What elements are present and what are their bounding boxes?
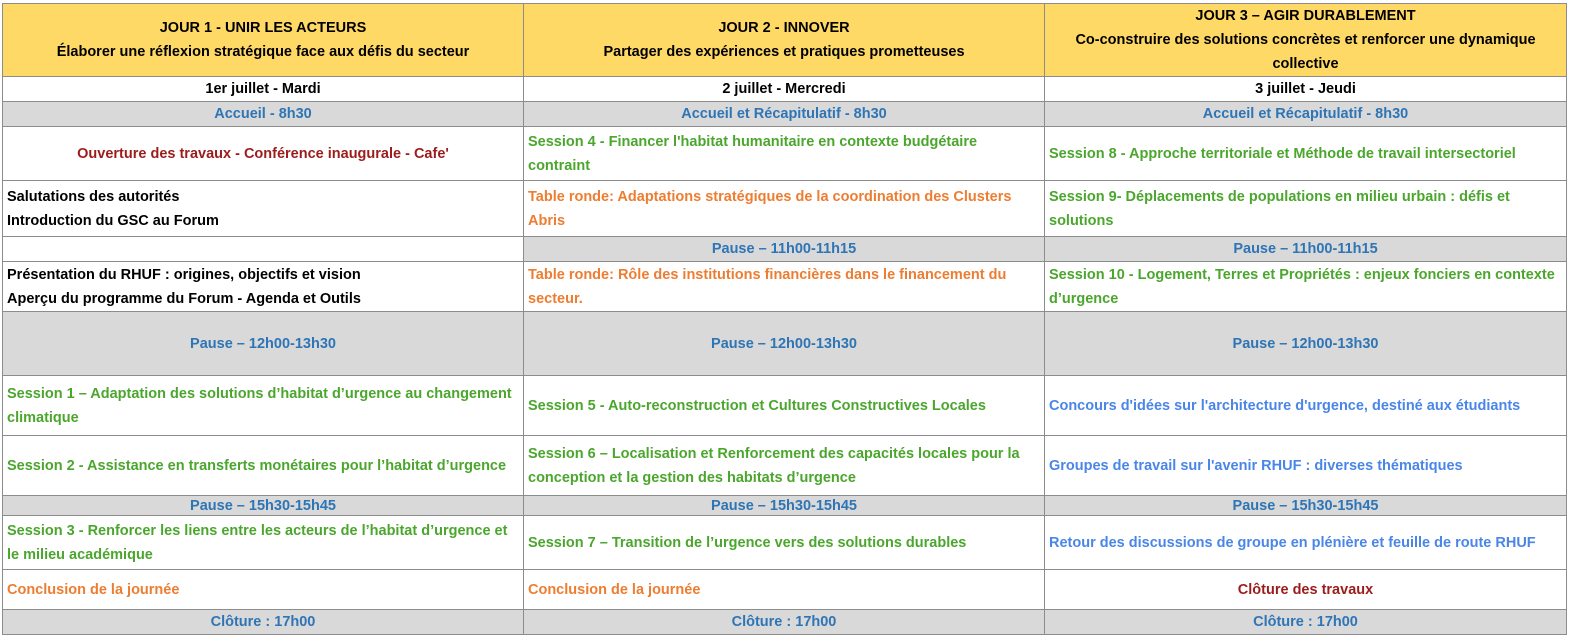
day2-lunch: Pause – 12h00-13h30 (524, 312, 1045, 376)
day1-header (3, 4, 524, 77)
forum-programme-table (2, 3, 1567, 635)
header-row (3, 4, 1567, 77)
lunch-row (3, 312, 1567, 376)
day3-title: JOUR 3 – AGIR DURABLEMENT (1195, 8, 1416, 24)
session-row-4 (3, 376, 1567, 436)
day1-title: JOUR 1 - UNIR LES ACTEURS (159, 20, 367, 36)
session-row-6 (3, 516, 1567, 570)
pause-morning-row (3, 237, 1567, 262)
day1-date: 1er juillet - Mardi (3, 77, 524, 102)
day2-title: JOUR 2 - INNOVER (718, 20, 850, 36)
day2-session-5: Session 5 - Auto-reconstruction et Cultures Constructives Locales (524, 376, 1045, 436)
day3-cloture: Clôture : 17h00 (1045, 610, 1567, 635)
session-row-3 (3, 262, 1567, 312)
day3-lunch: Pause – 12h00-13h30 (1045, 312, 1567, 376)
session-row-2 (3, 181, 1567, 237)
day1-accueil: Accueil - 8h30 (3, 102, 524, 127)
day1-greetings (3, 181, 524, 237)
session-row-5 (3, 436, 1567, 496)
day2-accueil: Accueil et Récapitulatif - 8h30 (524, 102, 1045, 127)
day3-contest: Concours d'idées sur l'architecture d'urgence, destiné aux étudiants (1045, 376, 1567, 436)
presentation-line-2: Aperçu du programme du Forum - Agenda et Outils (7, 290, 361, 307)
greetings-line-2: Introduction du GSC au Forum (7, 212, 219, 229)
day1-subtitle: Élaborer une réflexion stratégique face aux défis du secteur (56, 44, 470, 60)
day3-plenary-feedback: Retour des discussions de groupe en plénière et feuille de route RHUF (1045, 516, 1567, 570)
day3-workgroups: Groupes de travail sur l'avenir RHUF : diverses thématiques (1045, 436, 1567, 496)
day3-pause-afternoon: Pause – 15h30-15h45 (1045, 496, 1567, 516)
day2-pause-morning: Pause – 11h00-11h15 (524, 237, 1045, 262)
day3-session-10: Session 10 - Logement, Terres et Propriétés : enjeux fonciers en contexte d’urgence (1045, 262, 1567, 312)
session-row-1 (3, 127, 1567, 181)
day2-roundtable-1: Table ronde: Adaptations stratégiques de la coordination des Clusters Abris (524, 181, 1045, 237)
day2-roundtable-2: Table ronde: Rôle des institutions financières dans le financement du secteur. (524, 262, 1045, 312)
day3-session-8: Session 8 - Approche territoriale et Méthode de travail intersectoriel (1045, 127, 1567, 181)
day3-closing-works: Clôture des travaux (1045, 570, 1567, 610)
day1-opening: Ouverture des travaux - Conférence inaugurale - Cafe' (3, 127, 524, 181)
conclusion-row (3, 570, 1567, 610)
day1-session-3: Session 3 - Renforcer les liens entre les acteurs de l’habitat d’urgence et le milieu académique (3, 516, 524, 570)
day3-pause-morning: Pause – 11h00-11h15 (1045, 237, 1567, 262)
day1-lunch: Pause – 12h00-13h30 (3, 312, 524, 376)
day1-presentation (3, 262, 524, 312)
day1-pause-afternoon: Pause – 15h30-15h45 (3, 496, 524, 516)
day2-header (524, 4, 1045, 77)
day2-session-4: Session 4 - Financer l'habitat humanitaire en contexte budgétaire contraint (524, 127, 1045, 181)
day3-header (1045, 4, 1567, 77)
date-row (3, 77, 1567, 102)
day2-date: 2 juillet - Mercredi (524, 77, 1045, 102)
presentation-line-1: Présentation du RHUF : origines, objectifs et vision (7, 266, 361, 283)
day3-subtitle: Co-construire des solutions concrètes et renforcer une dynamique collective (1075, 32, 1536, 72)
day3-session-9: Session 9- Déplacements de populations en milieu urbain : défis et solutions (1045, 181, 1567, 237)
accueil-row (3, 102, 1567, 127)
day2-pause-afternoon: Pause – 15h30-15h45 (524, 496, 1045, 516)
day1-conclusion: Conclusion de la journée (3, 570, 524, 610)
day1-session-1: Session 1 – Adaptation des solutions d’habitat d’urgence au changement climatique (3, 376, 524, 436)
greetings-line-1: Salutations des autorités (7, 188, 180, 205)
day2-session-6: Session 6 – Localisation et Renforcement des capacités locales pour la conception et la gestion des habitats d’urgence (524, 436, 1045, 496)
day2-subtitle: Partager des expériences et pratiques prometteuses (603, 44, 965, 60)
day1-cloture: Clôture : 17h00 (3, 610, 524, 635)
day1-empty-cell (3, 237, 524, 262)
day2-conclusion: Conclusion de la journée (524, 570, 1045, 610)
day2-cloture: Clôture : 17h00 (524, 610, 1045, 635)
pause-afternoon-row (3, 496, 1567, 516)
day3-accueil: Accueil et Récapitulatif - 8h30 (1045, 102, 1567, 127)
day1-session-2: Session 2 - Assistance en transferts monétaires pour l’habitat d’urgence (3, 436, 524, 496)
day2-session-7: Session 7 – Transition de l’urgence vers des solutions durables (524, 516, 1045, 570)
cloture-row (3, 610, 1567, 635)
day3-date: 3 juillet - Jeudi (1045, 77, 1567, 102)
